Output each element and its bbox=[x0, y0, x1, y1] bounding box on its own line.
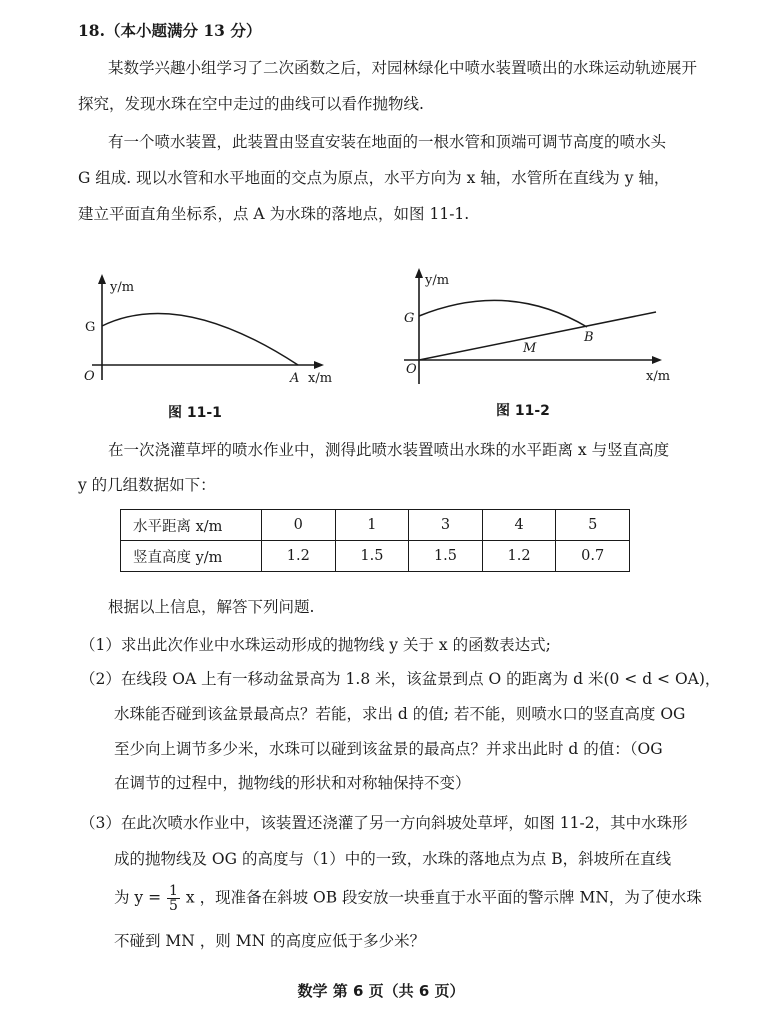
fig1-point-a: A bbox=[290, 371, 300, 386]
fig2-point-m: M bbox=[523, 341, 537, 356]
setup-line-3: 建立平面直角坐标系，点 A 为水珠的落地点，如图 11-1. bbox=[78, 205, 470, 223]
table-cell: 3 bbox=[409, 510, 483, 541]
table-row bbox=[121, 541, 630, 572]
fig1-origin: O bbox=[84, 369, 95, 384]
fig2-x-label: x/m bbox=[646, 369, 671, 384]
fig1-point-g: G bbox=[85, 320, 96, 335]
fig1-y-label: y/m bbox=[110, 280, 135, 295]
prompt-line: 根据以上信息，解答下列问题. bbox=[108, 598, 315, 616]
intro-line-2: 探究，发现水珠在空中走过的曲线可以看作抛物线. bbox=[78, 95, 424, 113]
table-header-x: 水平距离 x/m bbox=[121, 510, 262, 541]
figure-11-1-caption: 图 11-1 bbox=[168, 405, 222, 421]
question-3-line-4: 不碰到 MN ，则 MN 的高度应低于多少米？ bbox=[114, 932, 426, 950]
figure-11-1 bbox=[70, 268, 350, 388]
question-2-line-1: （2）在线段 OA 上有一移动盆景高为 1.8 米，该盆景到点 O 的距离为 d 米(0 < d < OA)， bbox=[80, 670, 721, 688]
fraction-one-fifth bbox=[167, 884, 180, 913]
question-3-line-2: 成的抛物线及 OG 的高度与（1）中的一致，水珠的落地点为点 B，斜坡所在直线 bbox=[114, 850, 672, 868]
table-cell: 5 bbox=[556, 510, 630, 541]
table-cell: 1.2 bbox=[262, 541, 336, 572]
table-cell: 1 bbox=[335, 510, 409, 541]
table-row bbox=[121, 510, 630, 541]
table-cell: 1.5 bbox=[335, 541, 409, 572]
fraction-numerator: 1 bbox=[169, 883, 178, 899]
measurement-table bbox=[120, 509, 630, 572]
intro-line-1: 某数学兴趣小组学习了二次函数之后，对园林绿化中喷水装置喷出的水珠运动轨迹展开 bbox=[108, 59, 698, 77]
table-cell: 0 bbox=[262, 510, 336, 541]
data-intro-line-1: 在一次浇灌草坪的喷水作业中，测得此喷水装置喷出水珠的水平距离 x 与竖直高度 bbox=[108, 441, 670, 459]
table-cell: 0.7 bbox=[556, 541, 630, 572]
setup-line-1: 有一个喷水装置，此装置由竖直安装在地面的一根水管和顶端可调节高度的喷水头 bbox=[108, 133, 667, 151]
table-cell: 1.5 bbox=[409, 541, 483, 572]
fig2-point-b: B bbox=[584, 330, 594, 345]
figure-11-1-graph bbox=[70, 268, 350, 388]
fig2-point-g: G bbox=[404, 311, 415, 326]
fraction-denominator: 5 bbox=[169, 898, 178, 914]
figure-11-2-caption: 图 11-2 bbox=[496, 403, 550, 419]
figure-11-2 bbox=[398, 262, 688, 392]
q3-eq-suffix: x ，现准备在斜坡 OB 段安放一块垂直于水平面的警示牌 MN，为了使水珠 bbox=[185, 888, 702, 907]
q3-eq-prefix: 为 y = bbox=[114, 888, 162, 907]
question-3-line-1: （3）在此次喷水作业中，该装置还浇灌了另一方向斜坡处草坪，如图 11-2，其中水珠形 bbox=[80, 814, 688, 832]
question-2-line-4: 在调节的过程中，抛物线的形状和对称轴保持不变） bbox=[114, 774, 471, 792]
data-intro-line-2: y 的几组数据如下： bbox=[78, 476, 216, 494]
setup-line-2: G 组成. 现以水管和水平地面的交点为原点，水平方向为 x 轴，水管所在直线为 y 轴， bbox=[78, 169, 670, 187]
question-2-line-2: 水珠能否碰到该盆景最高点？若能，求出 d 的值; 若不能，则喷水口的竖直高度 OG bbox=[114, 705, 686, 723]
table-cell: 4 bbox=[482, 510, 556, 541]
table-header-y: 竖直高度 y/m bbox=[121, 541, 262, 572]
fig2-origin: O bbox=[406, 362, 417, 377]
question-2-line-3: 至少向上调节多少米，水珠可以碰到该盆景的最高点？并求出此时 d 的值：（OG bbox=[114, 740, 663, 758]
question-3-line-3 bbox=[114, 884, 702, 913]
fig2-y-label: y/m bbox=[425, 273, 450, 288]
question-1: （1）求出此次作业中水珠运动形成的抛物线 y 关于 x 的函数表达式; bbox=[80, 636, 551, 654]
fig1-x-label: x/m bbox=[308, 371, 333, 386]
problem-heading: 18.（本小题满分 13 分） bbox=[78, 21, 262, 40]
page-footer: 数学 第 6 页（共 6 页） bbox=[297, 982, 465, 1000]
figure-11-2-graph bbox=[398, 262, 688, 392]
table-cell: 1.2 bbox=[482, 541, 556, 572]
